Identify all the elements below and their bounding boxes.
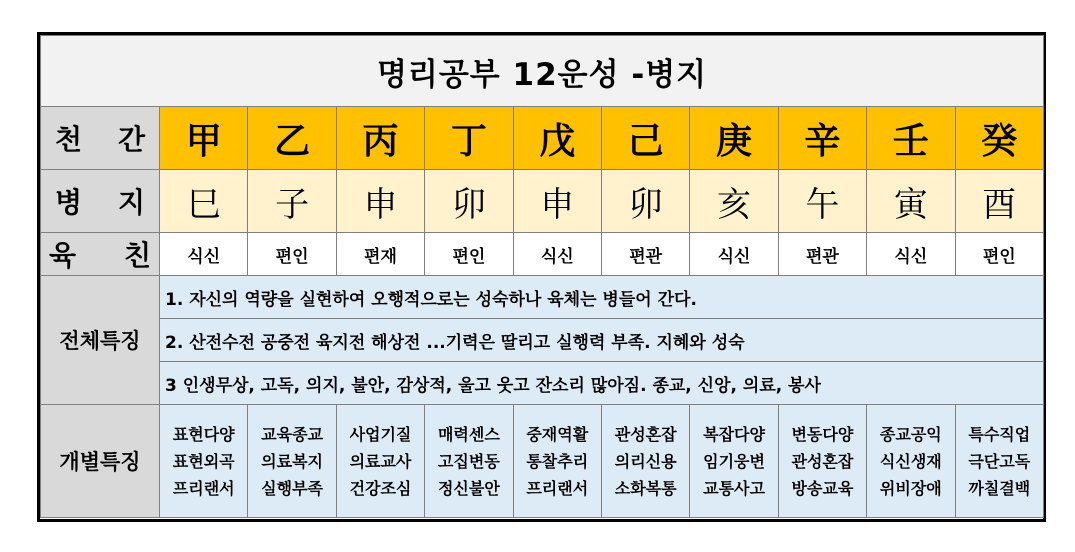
branch-cell: 卯 [425,170,513,233]
page-title: 명리공부 12운성 -병지 [41,36,1044,107]
branch-cell: 亥 [690,170,778,233]
individual-feature: 소화복통 [614,478,677,498]
individual-feature: 종교공익 [879,424,942,444]
individual-feature-cell [867,405,955,518]
branch-cell: 寅 [867,170,955,233]
branch-cell: 子 [248,170,336,233]
individual-feature: 의리신용 [614,451,677,471]
individual-feature: 극단고독 [968,451,1031,471]
individual-feature: 건강조심 [349,478,412,498]
individual-feature-cell [248,405,336,518]
row-label-stems-char-1: 천 [54,123,82,156]
individual-feature: 의료교사 [349,451,412,471]
stem-cell: 戊 [513,107,601,170]
branch-cell: 酉 [955,170,1044,233]
branch-cell: 午 [778,170,866,233]
kin-cell: 식신 [690,233,778,276]
individual-feature: 변동다양 [791,424,854,444]
kin-cell: 식신 [867,233,955,276]
row-label-kin [41,233,160,276]
individual-feature: 프리랜서 [526,478,589,498]
kin-cell: 편관 [778,233,866,276]
stem-cell: 己 [601,107,689,170]
individual-feature: 매력센스 [437,424,500,444]
individual-feature: 위비장애 [879,478,942,498]
kin-cell: 편인 [425,233,513,276]
individual-feature: 실행부족 [261,478,323,498]
saju-table-frame [37,32,1046,522]
stem-cell: 甲 [160,107,248,170]
branch-cell: 卯 [601,170,689,233]
kin-cell: 식신 [513,233,601,276]
row-label-kin-char-2: 친 [124,239,152,272]
branch-cell: 申 [336,170,424,233]
individual-feature: 교통사고 [703,478,765,498]
individual-feature-cell [778,405,866,518]
individual-feature-cell [601,405,689,518]
individual-feature: 관성혼잡 [614,424,677,444]
individual-feature: 정신불안 [437,478,500,498]
general-feature-3: 3 인생무상, 고독, 의지, 불안, 감상적, 울고 웃고 잔소리 많아짐. 종교, 신앙, 의료, 봉사 [160,362,1044,405]
individual-feature-cell [425,405,513,518]
individual-feature-cell [160,405,248,518]
branch-cell: 申 [513,170,601,233]
individual-feature: 복잡다양 [703,424,765,444]
general-feature-1: 1. 자신의 역량을 실현하여 오행적으로는 성숙하나 육체는 병들어 간다. [160,276,1044,319]
individual-feature: 특수직업 [968,424,1031,444]
individual-feature: 중재역활 [526,424,589,444]
branch-cell: 巳 [160,170,248,233]
row-label-general: 전체특징 [41,276,160,405]
stem-cell: 癸 [955,107,1044,170]
individual-feature: 임기웅변 [703,451,765,471]
kin-cell: 편재 [336,233,424,276]
general-feature-2: 2. 산전수전 공중전 육지전 해상전 ...기력은 딸리고 실행력 부족. 지혜와 성숙 [160,319,1044,362]
stem-cell: 庚 [690,107,778,170]
individual-feature: 통찰추리 [526,451,589,471]
individual-feature: 까칠결백 [968,478,1031,498]
individual-feature: 고집변동 [437,451,500,471]
row-label-kin-char-1: 육 [48,239,76,272]
stem-cell: 壬 [867,107,955,170]
kin-cell: 식신 [160,233,248,276]
stem-cell: 丙 [336,107,424,170]
row-label-stems-char-2: 간 [118,123,146,156]
individual-feature: 표현외곡 [172,451,235,471]
individual-feature: 사업기질 [349,424,412,444]
row-label-branches-char-2: 지 [118,186,146,219]
stem-cell: 辛 [778,107,866,170]
saju-table [40,35,1044,518]
individual-feature-cell [955,405,1044,518]
row-label-individual: 개별특징 [41,405,160,518]
individual-feature: 방송교육 [791,478,854,498]
stem-cell: 乙 [248,107,336,170]
individual-feature: 식신생재 [879,451,942,471]
row-label-stems [41,107,160,170]
kin-cell: 편인 [955,233,1044,276]
individual-feature: 관성혼잡 [791,451,854,471]
individual-feature: 표현다양 [172,424,235,444]
individual-feature-cell [690,405,778,518]
individual-feature: 교육종교 [261,424,323,444]
individual-feature-cell [513,405,601,518]
kin-cell: 편인 [248,233,336,276]
individual-feature-cell [336,405,424,518]
individual-feature: 의료복지 [261,451,323,471]
stem-cell: 丁 [425,107,513,170]
individual-feature: 프리랜서 [172,478,235,498]
kin-cell: 편관 [601,233,689,276]
row-label-branches [41,170,160,233]
row-label-branches-char-1: 병 [54,186,82,219]
